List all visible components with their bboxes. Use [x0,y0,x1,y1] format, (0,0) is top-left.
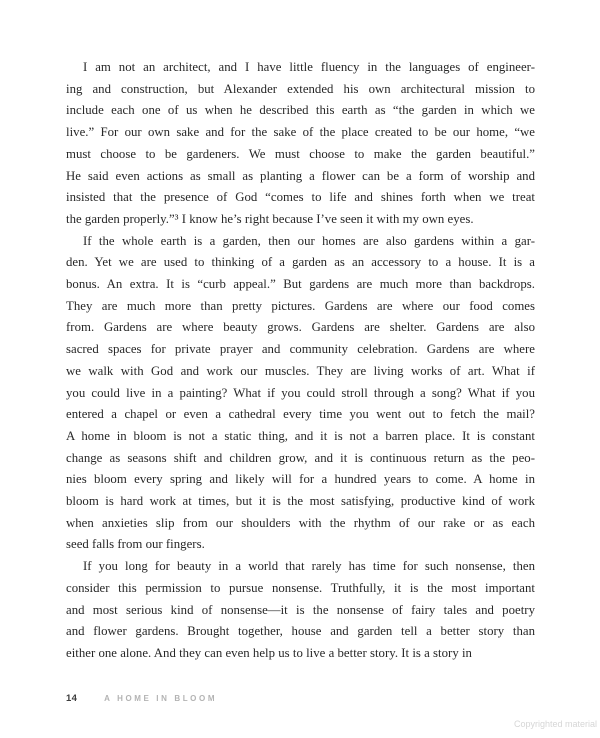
text-line: and most serious kind of nonsense—it is the nonsense of fairy tales and poetry [66,602,535,617]
text-line: entered a chapel or even a cathedral every time you went out to fetch the mail? [66,407,535,422]
text-line: sacred spaces for private prayer and community celebration. Gardens are where [66,342,535,357]
text-line: change as seasons shift and children grow, and it is continuous return as the peo- [66,450,535,465]
text-line: we walk with God and work our muscles. They are living works of art. What if [66,363,535,378]
text-line: I am not an architect, and I have little fluency in the languages of engineer- [83,60,535,74]
text-line: must choose to be gardeners. We must choose to make the garden beautiful.” [66,146,535,161]
page-number: 14 [66,693,78,704]
text-line: den. Yet we are used to thinking of a garden as an accessory to a house. It is a [66,255,535,270]
text-line: If you long for beauty in a world that rarely has time for such nonsense, then [83,559,535,574]
running-title: A HOME IN BLOOM [104,694,218,703]
paragraph [66,556,535,665]
page-footer [66,693,535,704]
paragraph [66,231,535,557]
text-line: bonus. An extra. It is “curb appeal.” But gardens are much more than backdrops. [66,277,535,292]
paragraph [66,57,535,231]
text-line: nies bloom every spring and likely will for a hundred years to come. A home in [66,472,535,487]
text-line: insisted that the presence of God “comes to life and shines forth when we treat [66,190,535,205]
text-line: They are much more than pretty pictures. Gardens are where our food comes [66,298,535,313]
text-line: He said even actions as small as planting a flower can be a form of worship and [66,168,535,183]
text-line: consider this permission to pursue nonsense. Truthfully, it is the most important [66,580,535,595]
text-line: include each one of us when he described this earth as “the garden in which we [66,103,535,118]
text-line: the garden properly.”³ I know he’s right because I’ve seen it with my own eyes. [66,211,474,226]
text-line: when anxieties slip from our shoulders with the rhythm of our rake or as each [66,515,535,530]
text-line: ing and construction, but Alexander extended his own architectural mission to [66,81,535,96]
text-line: you could live in a painting? What if you could stroll through a song? What if you [66,385,535,400]
text-line: from. Gardens are where beauty grows. Gardens are shelter. Gardens are also [66,320,535,335]
text-line: either one alone. And they can even help us to live a better story. It is a story in [66,645,472,660]
text-line: If the whole earth is a garden, then our homes are also gardens within a gar- [83,233,535,248]
text-line: seed falls from our fingers. [66,537,205,552]
copyright-watermark: Copyrighted material [513,719,597,729]
text-line: A home in bloom is not a static thing, and it is not a barren place. It is constant [66,428,535,443]
text-line: bloom is hard work at times, but it is the most satisfying, productive kind of work [66,494,535,509]
text-line: and flower gardens. Brought together, house and garden tell a better story than [66,624,535,639]
body-text [66,57,535,665]
text-line: live.” For our own sake and for the sake of the place created to be our home, “we [66,125,535,140]
